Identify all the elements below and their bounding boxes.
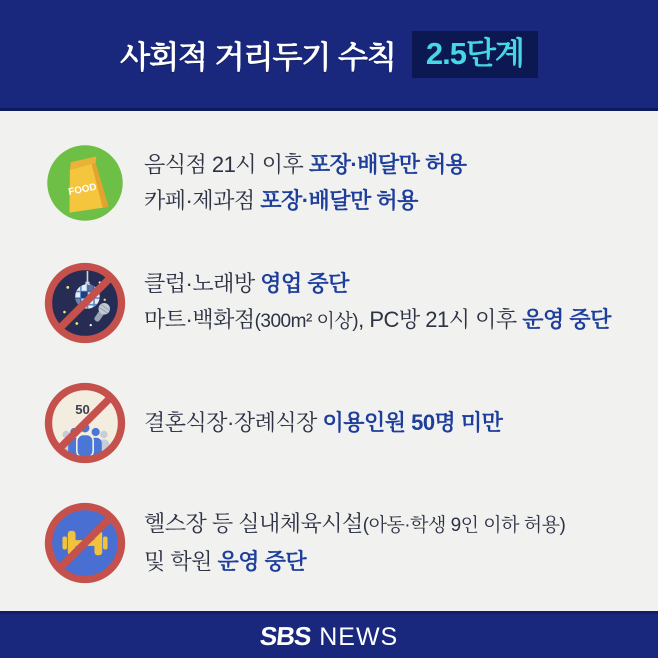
rule-line	[144, 544, 565, 580]
rule-text-strong: 이용인원 50명 미만	[322, 410, 503, 435]
rules-list	[0, 111, 658, 611]
rule-line	[144, 266, 611, 302]
no-gym-dumbbell-icon	[44, 502, 126, 584]
rule-text: 클럽·노래방	[144, 271, 261, 296]
rule-text: , PC방 21시 이후	[358, 307, 523, 332]
rule-row-club	[0, 243, 658, 363]
rule-text: 결혼식장·장례식장	[144, 410, 323, 435]
level-badge: 2.5단계	[412, 31, 538, 78]
rule-text: 헬스장 등 실내체육시설	[144, 511, 363, 536]
rule-row-capacity	[0, 363, 658, 483]
rule-line	[144, 183, 467, 219]
rule-row-food	[0, 123, 658, 243]
rule-text-strong: 운영 중단	[217, 549, 307, 574]
rule-text-gym	[144, 506, 565, 580]
no-club-karaoke-icon	[44, 262, 126, 344]
rule-text-strong: 영업 중단	[260, 271, 349, 296]
rule-text-strong: 운영 중단	[522, 307, 611, 332]
rule-text-small: (아동·학생 9인 이하 허용)	[362, 515, 566, 536]
capacity-label: 50	[75, 401, 90, 417]
rule-text: 및 학원	[144, 549, 218, 574]
food-bag-icon	[44, 142, 126, 224]
page-title: 사회적 거리두기 수칙	[120, 39, 396, 75]
header	[0, 0, 658, 111]
rule-text: 음식점 21시 이후	[144, 152, 309, 177]
rule-text-small: (300m² 이상)	[254, 311, 359, 332]
no-crowd-50-icon	[44, 382, 126, 464]
rule-line	[144, 506, 565, 544]
rule-line	[144, 302, 611, 340]
news-logo-text: NEWS	[319, 622, 399, 651]
rule-line	[144, 147, 467, 183]
rule-text-strong: 포장·배달만 허용	[308, 152, 467, 177]
sbs-news-logo	[260, 621, 398, 652]
sbs-logo-text: SBS	[258, 620, 312, 651]
rule-text: 마트·백화점	[144, 307, 255, 332]
rule-text-capacity	[144, 405, 502, 441]
rule-text-food	[144, 147, 467, 219]
footer	[0, 611, 658, 658]
rule-text: 카페·제과점	[144, 188, 261, 213]
rule-row-gym	[0, 483, 658, 603]
rule-text-club	[144, 266, 611, 340]
food-bag-label: FOOD	[67, 181, 98, 198]
rule-text-strong: 포장·배달만 허용	[260, 188, 418, 213]
rule-line	[144, 405, 502, 441]
